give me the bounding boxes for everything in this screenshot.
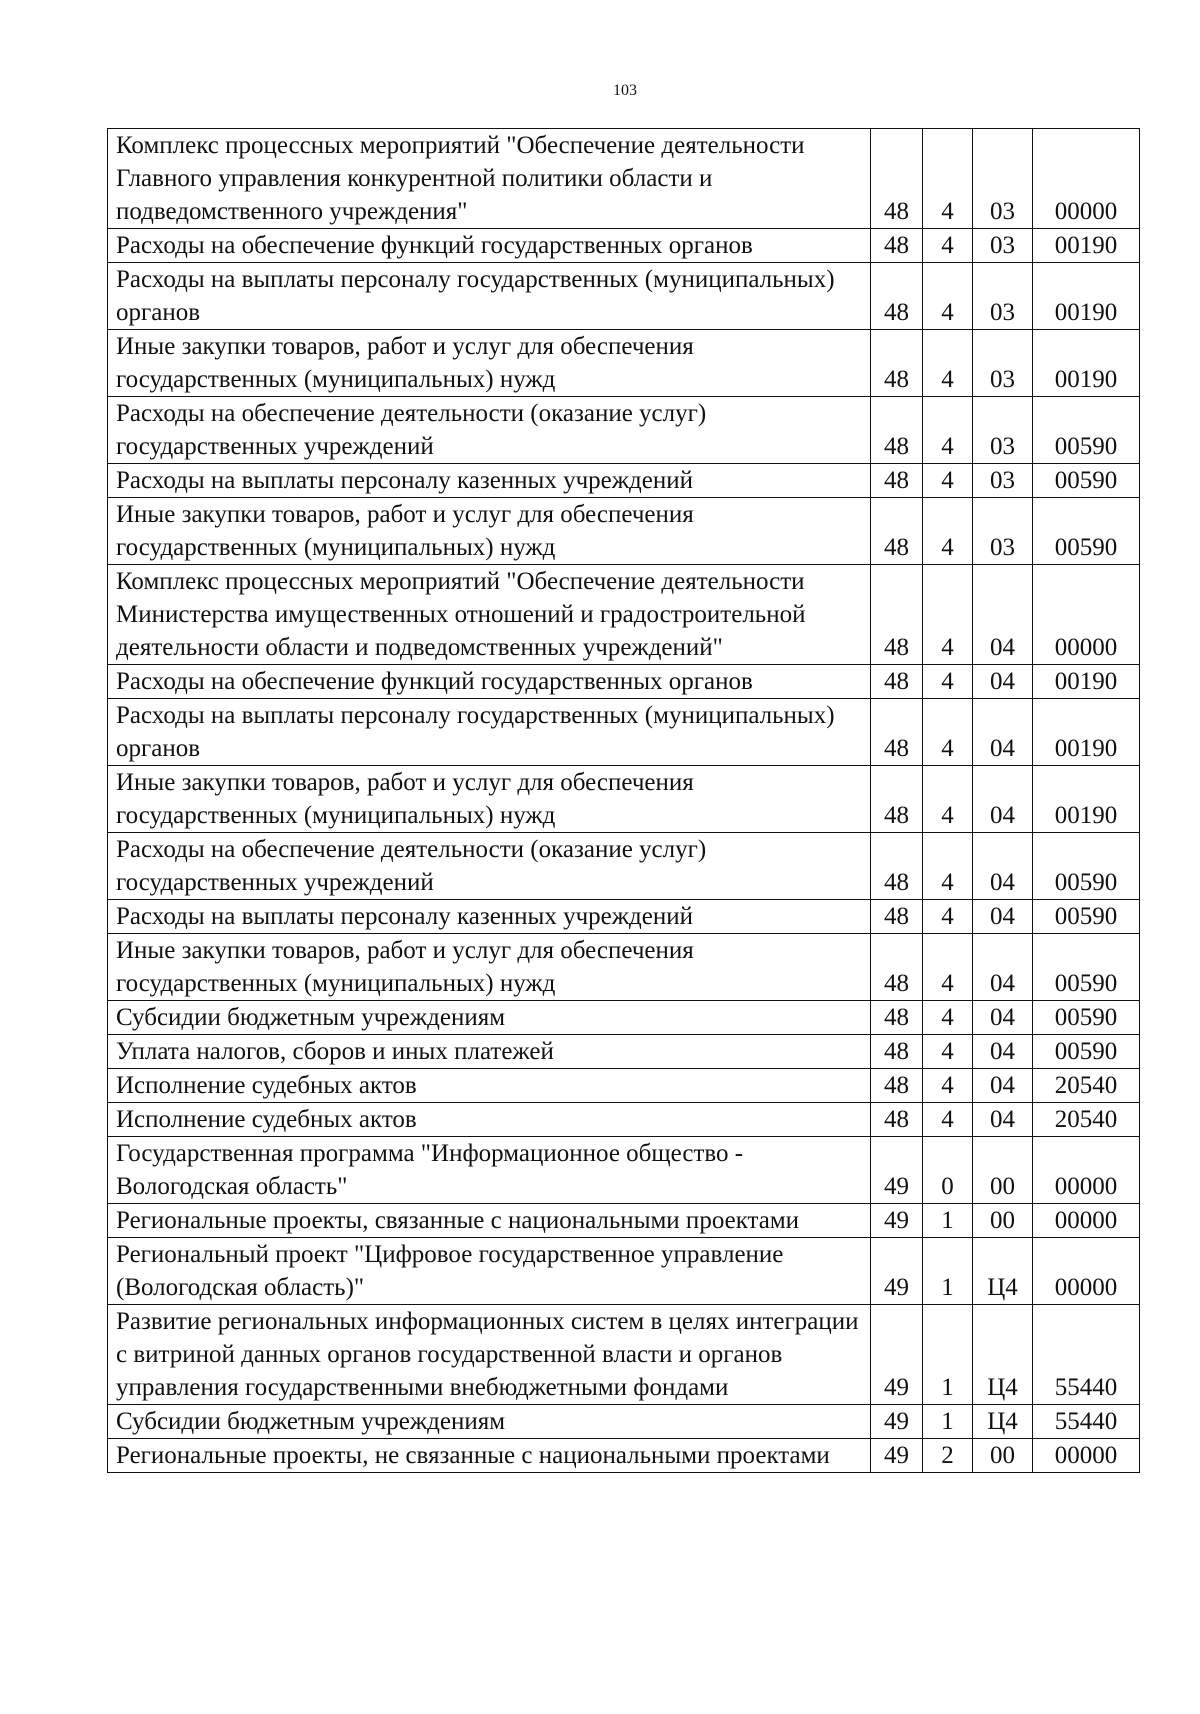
code-cell-1: 49 [871, 1305, 923, 1405]
row-name: Расходы на выплаты персоналу государственных (муниципальных) органов [108, 263, 871, 330]
code-cell-3: 03 [973, 498, 1033, 565]
code-cell-4: 20540 [1033, 1069, 1140, 1103]
table-row [108, 766, 1140, 833]
budget-classification-table [107, 128, 1140, 1473]
table-row [108, 1439, 1140, 1473]
code-cell-3: 03 [973, 464, 1033, 498]
row-name: Иные закупки товаров, работ и услуг для обеспечения государственных (муниципальных) нужд [108, 330, 871, 397]
code-cell-1: 48 [871, 1103, 923, 1137]
table-body [108, 129, 1140, 1473]
code-cell-4: 00000 [1033, 1204, 1140, 1238]
code-cell-1: 48 [871, 766, 923, 833]
code-cell-1: 48 [871, 397, 923, 464]
row-name: Иные закупки товаров, работ и услуг для обеспечения государственных (муниципальных) нужд [108, 498, 871, 565]
code-cell-3: 04 [973, 900, 1033, 934]
code-cell-3: 04 [973, 1035, 1033, 1069]
row-name: Региональные проекты, не связанные с национальными проектами [108, 1439, 871, 1473]
code-cell-1: 49 [871, 1204, 923, 1238]
code-cell-4: 00000 [1033, 1137, 1140, 1204]
table-row [108, 1069, 1140, 1103]
table-row [108, 330, 1140, 397]
code-cell-3: Ц4 [973, 1405, 1033, 1439]
row-name: Субсидии бюджетным учреждениям [108, 1405, 871, 1439]
code-cell-4: 00000 [1033, 1238, 1140, 1305]
code-cell-1: 48 [871, 498, 923, 565]
code-cell-2: 1 [923, 1305, 973, 1405]
table-row [108, 934, 1140, 1001]
code-cell-3: 00 [973, 1204, 1033, 1238]
code-cell-3: 00 [973, 1137, 1033, 1204]
code-cell-2: 4 [923, 565, 973, 665]
code-cell-1: 48 [871, 699, 923, 766]
row-name: Расходы на выплаты персоналу казенных учреждений [108, 900, 871, 934]
table-row [108, 464, 1140, 498]
table-row [108, 565, 1140, 665]
code-cell-4: 00190 [1033, 229, 1140, 263]
code-cell-1: 48 [871, 934, 923, 1001]
code-cell-2: 4 [923, 263, 973, 330]
row-name: Иные закупки товаров, работ и услуг для обеспечения государственных (муниципальных) нужд [108, 934, 871, 1001]
code-cell-4: 00000 [1033, 129, 1140, 229]
table-row [108, 397, 1140, 464]
code-cell-4: 00590 [1033, 464, 1140, 498]
code-cell-1: 48 [871, 464, 923, 498]
row-name: Расходы на обеспечение функций государственных органов [108, 665, 871, 699]
code-cell-1: 48 [871, 665, 923, 699]
row-name: Расходы на обеспечение деятельности (оказание услуг) государственных учреждений [108, 833, 871, 900]
row-name: Комплекс процессных мероприятий "Обеспечение деятельности Главного управления конкурентной политики области и подведомственного учреждения" [108, 129, 871, 229]
code-cell-3: 04 [973, 934, 1033, 1001]
code-cell-2: 4 [923, 665, 973, 699]
code-cell-3: Ц4 [973, 1238, 1033, 1305]
code-cell-1: 49 [871, 1439, 923, 1473]
code-cell-4: 00190 [1033, 263, 1140, 330]
code-cell-3: 04 [973, 766, 1033, 833]
code-cell-2: 4 [923, 129, 973, 229]
code-cell-3: 04 [973, 699, 1033, 766]
table-row [108, 1305, 1140, 1405]
code-cell-2: 4 [923, 330, 973, 397]
code-cell-3: 03 [973, 263, 1033, 330]
code-cell-4: 00590 [1033, 397, 1140, 464]
row-name: Исполнение судебных актов [108, 1103, 871, 1137]
code-cell-3: 04 [973, 1069, 1033, 1103]
table-row [108, 129, 1140, 229]
code-cell-2: 4 [923, 498, 973, 565]
row-name: Субсидии бюджетным учреждениям [108, 1001, 871, 1035]
table-row [108, 1103, 1140, 1137]
code-cell-3: 03 [973, 229, 1033, 263]
code-cell-3: 04 [973, 565, 1033, 665]
code-cell-1: 48 [871, 1035, 923, 1069]
code-cell-1: 48 [871, 565, 923, 665]
row-name: Иные закупки товаров, работ и услуг для обеспечения государственных (муниципальных) нужд [108, 766, 871, 833]
code-cell-3: 04 [973, 665, 1033, 699]
row-name: Расходы на обеспечение деятельности (оказание услуг) государственных учреждений [108, 397, 871, 464]
page-number: 103 [613, 82, 637, 99]
code-cell-4: 00190 [1033, 330, 1140, 397]
code-cell-1: 48 [871, 129, 923, 229]
table-row [108, 263, 1140, 330]
table-row [108, 1035, 1140, 1069]
table-row [108, 1137, 1140, 1204]
code-cell-2: 4 [923, 397, 973, 464]
code-cell-1: 48 [871, 1001, 923, 1035]
table-row [108, 1204, 1140, 1238]
row-name: Государственная программа "Информационное общество - Вологодская область" [108, 1137, 871, 1204]
code-cell-3: 04 [973, 833, 1033, 900]
code-cell-1: 49 [871, 1137, 923, 1204]
code-cell-3: 04 [973, 1001, 1033, 1035]
code-cell-4: 55440 [1033, 1305, 1140, 1405]
code-cell-4: 00000 [1033, 565, 1140, 665]
code-cell-2: 4 [923, 766, 973, 833]
code-cell-1: 49 [871, 1405, 923, 1439]
code-cell-3: 03 [973, 330, 1033, 397]
code-cell-1: 48 [871, 229, 923, 263]
code-cell-2: 1 [923, 1238, 973, 1305]
code-cell-4: 00000 [1033, 1439, 1140, 1473]
code-cell-4: 00590 [1033, 934, 1140, 1001]
code-cell-3: 04 [973, 1103, 1033, 1137]
code-cell-3: 03 [973, 129, 1033, 229]
row-name: Региональный проект "Цифровое государственное управление (Вологодская область)" [108, 1238, 871, 1305]
table-row [108, 229, 1140, 263]
code-cell-3: 03 [973, 397, 1033, 464]
table-row [108, 665, 1140, 699]
code-cell-3: 00 [973, 1439, 1033, 1473]
row-name: Развитие региональных информационных систем в целях интеграции с витриной данных органов государственной власти и органов управления государственными внебюджетными фондами [108, 1305, 871, 1405]
code-cell-2: 4 [923, 699, 973, 766]
code-cell-2: 4 [923, 464, 973, 498]
table-row [108, 1405, 1140, 1439]
code-cell-2: 4 [923, 1035, 973, 1069]
code-cell-4: 00190 [1033, 665, 1140, 699]
code-cell-4: 00590 [1033, 833, 1140, 900]
code-cell-4: 20540 [1033, 1103, 1140, 1137]
code-cell-1: 48 [871, 1069, 923, 1103]
code-cell-2: 4 [923, 1001, 973, 1035]
table-row [108, 833, 1140, 900]
row-name: Расходы на выплаты персоналу казенных учреждений [108, 464, 871, 498]
code-cell-3: Ц4 [973, 1305, 1033, 1405]
code-cell-1: 48 [871, 833, 923, 900]
code-cell-2: 4 [923, 1069, 973, 1103]
code-cell-1: 48 [871, 900, 923, 934]
code-cell-4: 00190 [1033, 766, 1140, 833]
code-cell-4: 00590 [1033, 1001, 1140, 1035]
table-row [108, 900, 1140, 934]
code-cell-4: 00590 [1033, 1035, 1140, 1069]
table-row [108, 699, 1140, 766]
code-cell-2: 1 [923, 1204, 973, 1238]
row-name: Исполнение судебных актов [108, 1069, 871, 1103]
row-name: Региональные проекты, связанные с национальными проектами [108, 1204, 871, 1238]
code-cell-2: 4 [923, 900, 973, 934]
table-row [108, 1238, 1140, 1305]
code-cell-2: 4 [923, 1103, 973, 1137]
code-cell-2: 1 [923, 1405, 973, 1439]
code-cell-1: 48 [871, 330, 923, 397]
code-cell-4: 00590 [1033, 498, 1140, 565]
code-cell-2: 0 [923, 1137, 973, 1204]
code-cell-2: 4 [923, 934, 973, 1001]
code-cell-4: 55440 [1033, 1405, 1140, 1439]
code-cell-2: 2 [923, 1439, 973, 1473]
code-cell-4: 00190 [1033, 699, 1140, 766]
table-row [108, 498, 1140, 565]
table-row [108, 1001, 1140, 1035]
row-name: Уплата налогов, сборов и иных платежей [108, 1035, 871, 1069]
code-cell-1: 48 [871, 263, 923, 330]
row-name: Расходы на обеспечение функций государственных органов [108, 229, 871, 263]
code-cell-2: 4 [923, 833, 973, 900]
code-cell-4: 00590 [1033, 900, 1140, 934]
code-cell-1: 49 [871, 1238, 923, 1305]
row-name: Расходы на выплаты персоналу государственных (муниципальных) органов [108, 699, 871, 766]
row-name: Комплекс процессных мероприятий "Обеспечение деятельности Министерства имущественных отношений и градостроительной деятельности области и подведомственных учреждений" [108, 565, 871, 665]
code-cell-2: 4 [923, 229, 973, 263]
